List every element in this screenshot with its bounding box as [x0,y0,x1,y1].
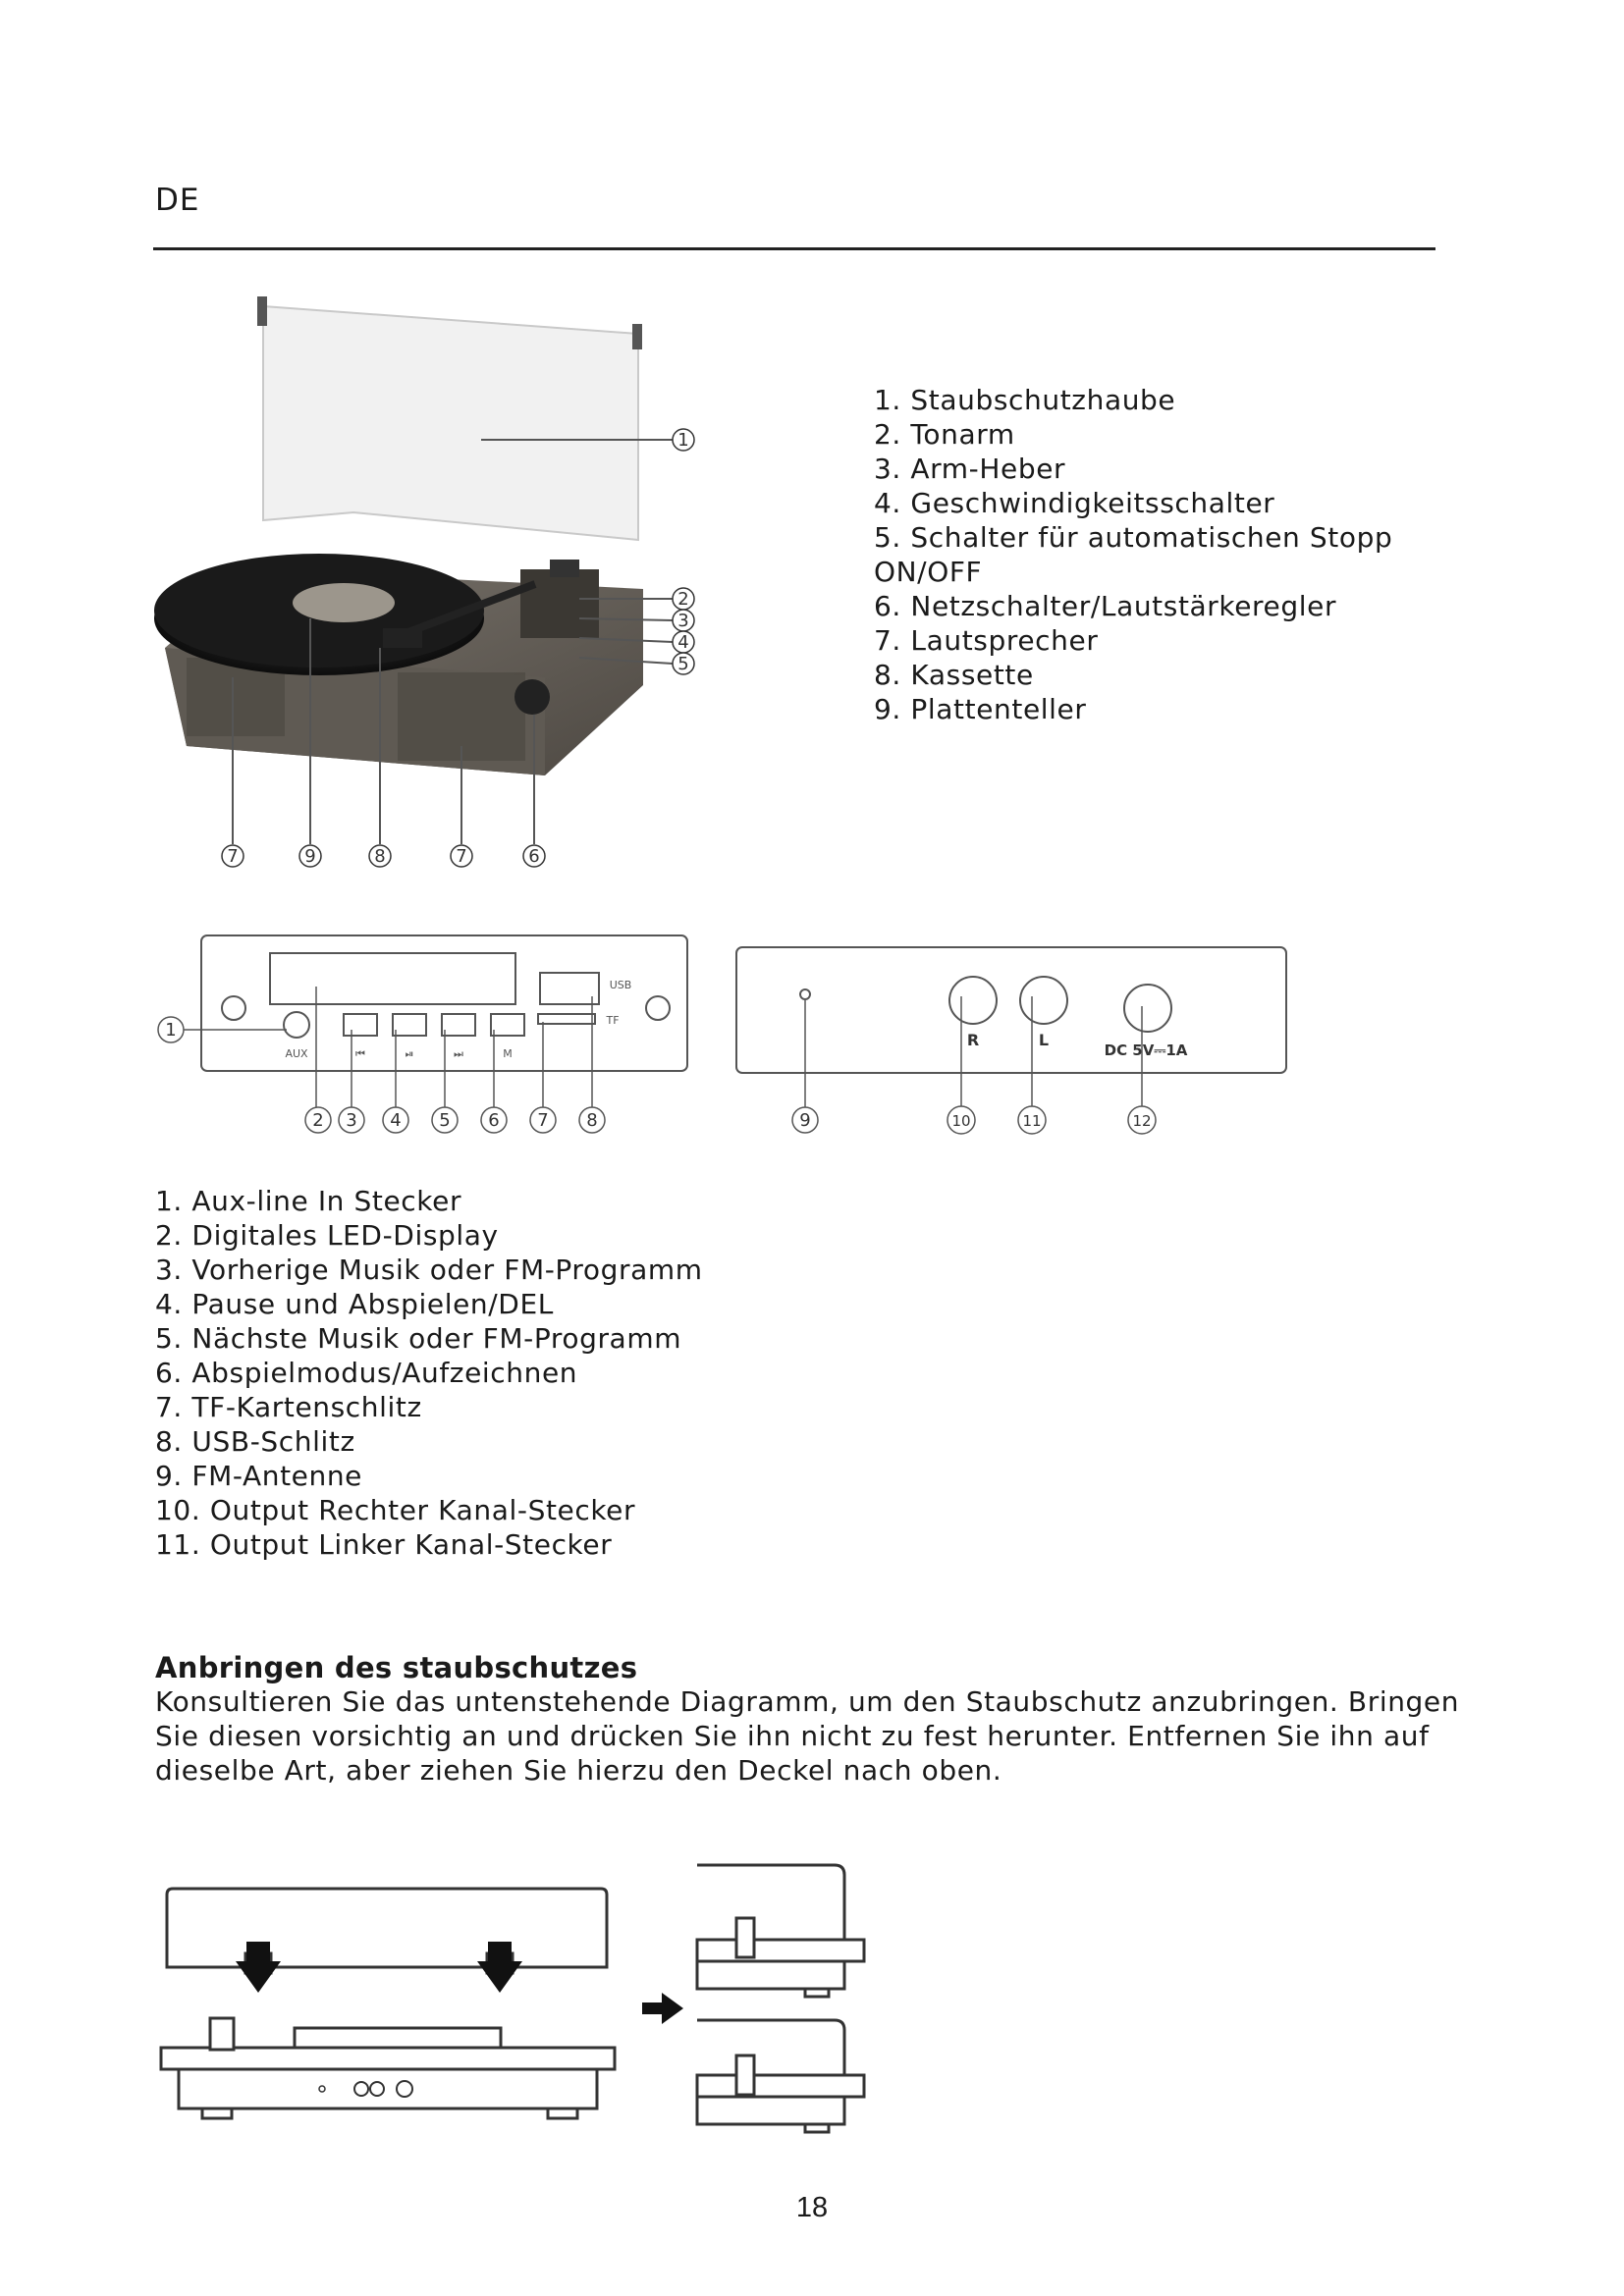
svg-text:5: 5 [677,654,689,674]
svg-text:1: 1 [677,430,689,451]
callout-11 [1018,1106,1046,1134]
dustcover-diagram [147,1845,893,2169]
list-item: 7. TF-Kartenschlitz [155,1391,422,1423]
section-paragraph: Konsultieren Sie das untenstehende Diagramm, um den Staubschutz anzubringen. Bringen Sie diesen vorsichtig an und drücken Sie ihn nicht zu fest herunter. Entfernen Sie ihn auf dieselbe Art, aber ziehen Sie hierzu den Deckel nach oben. [155,1685,1460,1787]
svg-text:5: 5 [439,1110,451,1131]
list-item: 1. Aux-line In Stecker [155,1185,462,1217]
front-panel-diagram [147,928,697,1144]
svg-text:3: 3 [677,611,689,631]
aux-label: AUX [285,1047,308,1060]
callout-6 [523,845,545,867]
panel-parts-list [155,1184,703,1562]
svg-text:2: 2 [677,589,689,610]
svg-text:6: 6 [488,1110,500,1131]
tf-label: TF [606,1014,620,1027]
callout-12 [1128,1106,1156,1134]
callout-3 [339,1107,364,1133]
svg-text:11: 11 [1022,1112,1042,1130]
svg-text:⏯: ⏯ [405,1047,414,1060]
svg-text:2: 2 [312,1110,324,1131]
svg-text:7: 7 [456,846,467,867]
header-rule [153,247,1435,250]
list-item: 11. Output Linker Kanal-Stecker [155,1528,613,1561]
list-item: 4. Geschwindigkeitsschalter [874,487,1275,519]
callout-2 [305,1107,331,1133]
svg-text:7: 7 [227,846,239,867]
svg-text:9: 9 [304,846,316,867]
list-item: 7. Lautsprecher [874,624,1099,657]
list-item: 1. Staubschutzhaube [874,384,1176,416]
svg-text:4: 4 [677,632,689,653]
callout-4 [383,1107,408,1133]
list-item: 3. Vorherige Musik oder FM-Programm [155,1254,703,1286]
turntable-illustration [147,285,717,893]
list-item: 2. Digitales LED-Display [155,1219,499,1252]
callout-7 [222,845,244,867]
l-label: L [1038,1031,1050,1049]
callout-1 [158,1017,184,1042]
back-panel-diagram [731,928,1291,1144]
callout-8 [369,845,391,867]
callout-10 [947,1106,975,1134]
callout-5 [673,653,694,674]
svg-text:⏮: ⏮ [355,1047,365,1060]
callout-9 [299,845,321,867]
callout-5 [432,1107,458,1133]
callout-4 [673,631,694,653]
list-item: 4. Pause und Abspielen/DEL [155,1288,554,1320]
callout-7 [530,1107,556,1133]
dc-label: DC 5V⎓1A [1104,1041,1188,1059]
svg-text:6: 6 [528,846,540,867]
usb-label: USB [609,979,632,991]
list-item: 8. USB-Schlitz [155,1425,355,1458]
callout-7b [451,845,472,867]
list-item: 6. Abspielmodus/Aufzeichnen [155,1357,578,1389]
callout-2 [673,588,694,610]
turntable-parts-list [874,383,1392,726]
svg-text:3: 3 [346,1110,357,1131]
svg-text:1: 1 [165,1020,177,1041]
svg-text:9: 9 [799,1110,811,1131]
svg-text:⏭: ⏭ [454,1047,463,1060]
section-heading: Anbringen des staubschutzes [155,1651,638,1684]
callout-9 [792,1107,818,1133]
list-item: 6. Netzschalter/Lautstärkeregler [874,590,1337,622]
list-item: 5. Nächste Musik oder FM-Programm [155,1322,682,1355]
list-item: 3. Arm-Heber [874,453,1066,485]
svg-text:8: 8 [586,1110,598,1131]
callout-8 [579,1107,605,1133]
list-item: 10. Output Rechter Kanal-Stecker [155,1494,636,1526]
r-label: R [966,1031,980,1049]
svg-text:12: 12 [1132,1112,1152,1130]
svg-text:7: 7 [537,1110,549,1131]
list-item: 9. Plattenteller [874,693,1087,725]
svg-text:4: 4 [390,1110,402,1131]
callout-1 [673,429,694,451]
list-item: 8. Kassette [874,659,1034,691]
language-code: DE [155,183,200,218]
svg-text:8: 8 [374,846,386,867]
m-label: M [503,1047,513,1060]
list-item: 2. Tonarm [874,418,1015,451]
list-item: 5. Schalter für automatischen Stopp [874,521,1393,554]
list-item: ON/OFF [874,556,983,588]
callout-6 [481,1107,507,1133]
callout-3 [673,610,694,631]
svg-text:10: 10 [951,1112,971,1130]
page-number: 18 [795,2192,829,2223]
list-item: 9. FM-Antenne [155,1460,362,1492]
